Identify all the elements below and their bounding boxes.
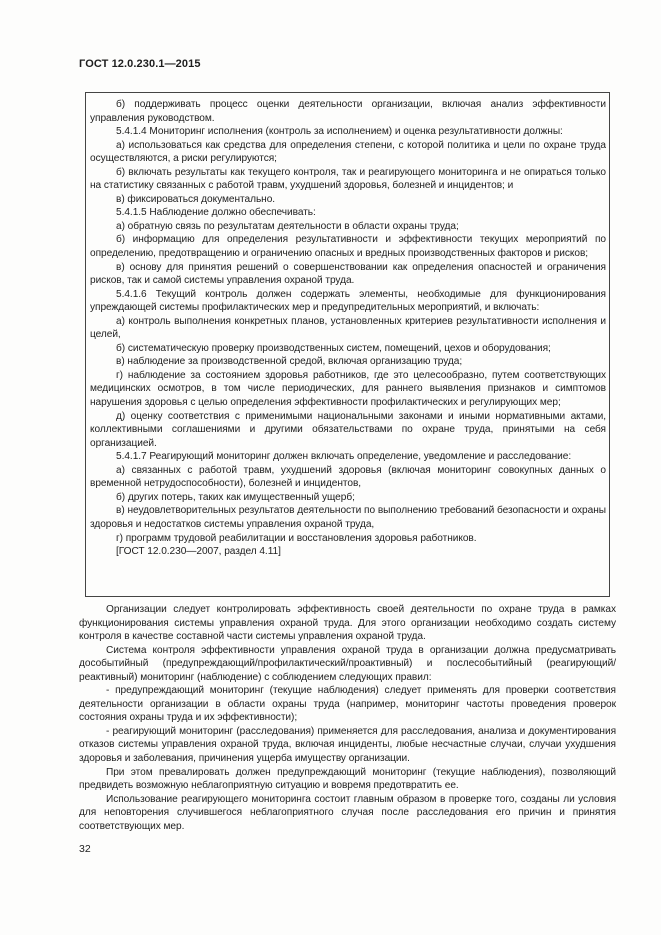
list-item: в) основу для принятия решений о совершенствовании как определения опасностей и ограничения рисков, так и самой системы управления охраной труда.	[90, 261, 606, 287]
clause-5-4-1-5: 5.4.1.5 Наблюдение должно обеспечивать:	[116, 207, 316, 219]
clause-5-4-1-4: 5.4.1.4 Мониторинг исполнения (контроль за исполнением) и оценка результативности должны:	[116, 126, 563, 138]
list-item: а) использоваться как средства для определения степени, с которой политика и цели по охране труда осуществляются, а риски регулируются;	[90, 139, 606, 165]
list-item: б) информацию для определения результативности и эффективности текущих мероприятий по определению, предотвращению и ограничению опасных и вредных производственных факторов и рисков;	[90, 234, 606, 260]
list-item: б) включать результаты как текущего контроля, так и реагирующего мониторинга и не опираться только на статистику связанных с работой травм, ухудшений здоровья, болезней и инцидентов; и	[90, 166, 606, 192]
paragraph: При этом превалировать должен предупреждающий мониторинг (текущие наблюдения), позволяющий предвидеть возможную неблагоприятную ситуацию и вовремя предотвратить ее.	[79, 766, 616, 792]
list-item: в) фиксироваться документально.	[116, 193, 276, 205]
bullet-item: - реагирующий мониторинг (расследования) применяется для расследования, анализа и документирования отказов системы управления охраной труда, включая инциденты, любые несчастные случаи, случаи ухудшения здоровья и заболевания, причинения ущерба имуществу организации.	[79, 725, 616, 765]
clause-5-4-1-7: 5.4.1.7 Реагирующий мониторинг должен включать определение, уведомление и расследование:	[116, 451, 572, 463]
body-text	[79, 603, 616, 833]
paragraph: б) поддерживать процесс оценки деятельности организации, включая анализ эффективности управления руководством.	[90, 99, 606, 124]
list-item: а) связанных с работой травм, ухудшений здоровья (включая мониторинг совокупных данных о временной нетрудоспособности), болезней и инцидентов,	[90, 464, 606, 490]
list-item: г) наблюдение за состоянием здоровья работников, где это целесообразно, путем соответствующих медицинских осмотров, в том числе периодических, для раннего выявления признаков и симптомов нарушения здоровья с целью определения эффективности профилактических и регулирующих мер;	[90, 369, 606, 409]
list-item: в) неудовлетворительных результатов деятельности по выполнению требований безопасности и охраны здоровья и недостатков системы управления охраной труда,	[90, 505, 606, 530]
page-number: 32	[79, 843, 91, 855]
paragraph: Система контроля эффективности управления охраной труда в организации должна предусматривать дособытийный (предупреждающий/профилактический/проактивный) и послесобытийный (реагирующий/реактивный) мониторинг (наблюдение) с соблюдением следующих правил:	[79, 644, 616, 683]
clause-5-4-1-6: 5.4.1.6 Текущий контроль должен содержать элементы, необходимые для функционирования упреждающей системы профилактических мер и предупредительных мероприятий, и включать:	[90, 288, 606, 314]
list-item: б) систематическую проверку производственных систем, помещений, цехов и оборудования;	[116, 342, 551, 354]
list-item: д) оценку соответствия с применимыми национальными законами и иными нормативными актами, коллективными соглашениями и другими обязательствами по охране труда, принятыми на себя организацией.	[90, 410, 606, 449]
paragraph: Организации следует контролировать эффективность своей деятельности по охране труда в рамках функционирования системы управления охраной труда. Для этого организации необходимо создать систему контроля в качестве составной части системы управления охраной труда.	[79, 604, 616, 643]
source-reference: [ГОСТ 12.0.230—2007, раздел 4.11]	[116, 546, 281, 558]
list-item: г) программ трудовой реабилитации и восстановления здоровья работников.	[116, 532, 477, 544]
list-item: б) других потерь, таких как имущественный ущерб;	[116, 491, 355, 503]
paragraph: Использование реагирующего мониторинга состоит главным образом в проверке того, созданы ли условия для неповторения случившегося неблагоприятного случая после расследования его причин и принятия соответствующих мер.	[79, 793, 616, 832]
list-item: в) наблюдение за производственной средой, включая организацию труда;	[116, 356, 463, 368]
quoted-standard-box	[85, 92, 610, 597]
list-item: а) обратную связь по результатам деятельности в области охраны труда;	[116, 220, 459, 232]
document-header: ГОСТ 12.0.230.1—2015	[79, 58, 201, 70]
list-item: а) контроль выполнения конкретных планов, установленных критериев результативности исполнения и целей,	[90, 315, 606, 341]
bullet-item: - предупреждающий мониторинг (текущие наблюдения) следует применять для проверки соответствия деятельности организации в области охраны труда (например, мониторинг частоты проведения проверок состояния охраны труда и их эффективности);	[79, 685, 616, 724]
